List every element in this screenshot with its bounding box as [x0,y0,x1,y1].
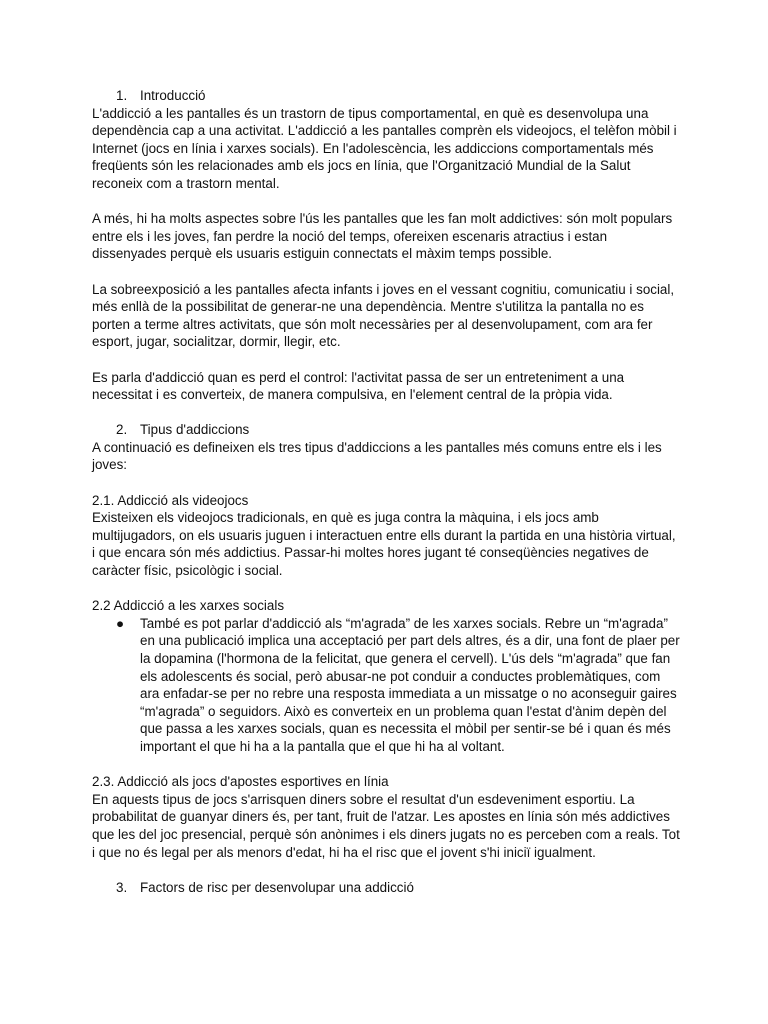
bullet-icon: ● [116,615,125,631]
list-item [92,615,682,756]
section-heading-factors [92,879,682,897]
section-number: 2. [116,422,128,438]
paragraph: La sobreexposició a les pantalles afecta infants i joves en el vessant cognitiu, comunicatiu i social, més enllà de la possibilitat de generar-ne una dependència. Mentre s'utilitza la pantalla no es porten a terme altres activitats, que són molt necessàries per al desenvolupament, com ara fer esport, jugar, socialitzar, dormir, llegir, etc. [92,281,675,350]
paragraph: En aquests tipus de jocs s'arrisquen diners sobre el resultat d'un esdeveniment esportiu. La probabilitat de guanyar diners és, per tant, fruit de l'atzar. Les apostes en línia són més addictives que les del joc presencial, perquè són anònimes i els diners jugats no es perceben com a reals. Tot i que no és legal per als menors d'edat, hi ha el risc que el jovent s'hi iniciï igualment. [92,791,680,860]
paragraph: A més, hi ha molts aspectes sobre l'ús les pantalles que les fan molt addictives: són molt populars entre els i les joves, fan perdre la noció del temps, ofereixen escenaris atractius i estan dissenyades perquè els usuaris estiguin connectats el màxim temps possible. [92,211,673,262]
section-heading-tipus [92,421,682,439]
section-title: Introducció [140,88,206,103]
subsection-title: 2.3. Addicció als jocs d'apostes esportives en línia [92,774,389,790]
subsection-title: 2.2 Addicció a les xarxes socials [92,598,285,614]
list-item-text: També es pot parlar d'addicció als “m'agrada” de les xarxes socials. Rebre un “m'agrada” en una publicació implica una acceptació per part dels altres, és a dir, una font de plaer per la dopamina (l'hormona de la felicitat, que genera el cervell). L'ús dels “m'agrada” que fan els adolescents és social, però abusar-ne pot conduir a conductes problemàtiques, com ara enfadar-se per no rebre una resposta immediata a un missatge o no aconseguir gaires “m'agrada” o seguidors. Això es converteix en un problema quan l'estat d'ànim depèn del que passa a les xarxes socials, quan es necessita el mòbil per sentir-se bé i quan és més important el que hi ha a la pantalla que el que hi ha al voltant. [140,615,680,754]
section-title: Factors de risc per desenvolupar una addicció [140,879,414,895]
document-page [92,87,682,896]
section-heading-introduccio [92,87,682,105]
bullet-list [92,615,682,756]
paragraph: Existeixen els videojocs tradicionals, en què es juga contra la màquina, i els jocs amb multijugadors, on els usuaris juguen i interactuen entre ells durant la partida en una història virtual, i que encara són més addictius. Passar-hi moltes hores jugant té conseqüències negatives de caràcter físic, psicològic i social. [92,510,676,579]
section-title: Tipus d'addiccions [140,422,250,438]
section-number: 3. [116,879,128,895]
paragraph: L'addicció a les pantalles és un trastorn de tipus comportamental, en què es desenvolupa una dependència cap a una activitat. L'addicció a les pantalles comprèn els videojocs, el telèfon mòbil i Internet (jocs en línia i xarxes socials). En l'adolescència, les addiccions comportamentals més freqüents són les relacionades amb els jocs en línia, que l'Organització Mundial de la Salut reconeix com a trastorn mental. [92,105,677,191]
paragraph: Es parla d'addicció quan es perd el control: l'activitat passa de ser un entreteniment a una necessitat i es converteix, de manera compulsiva, en l'element central de la pròpia vida. [92,369,625,403]
subsection-title: 2.1. Addicció als videojocs [92,492,249,508]
paragraph: A continuació es defineixen els tres tipus d'addiccions a les pantalles més comuns entre els i les joves: [92,439,662,473]
section-number: 1. [116,88,128,103]
